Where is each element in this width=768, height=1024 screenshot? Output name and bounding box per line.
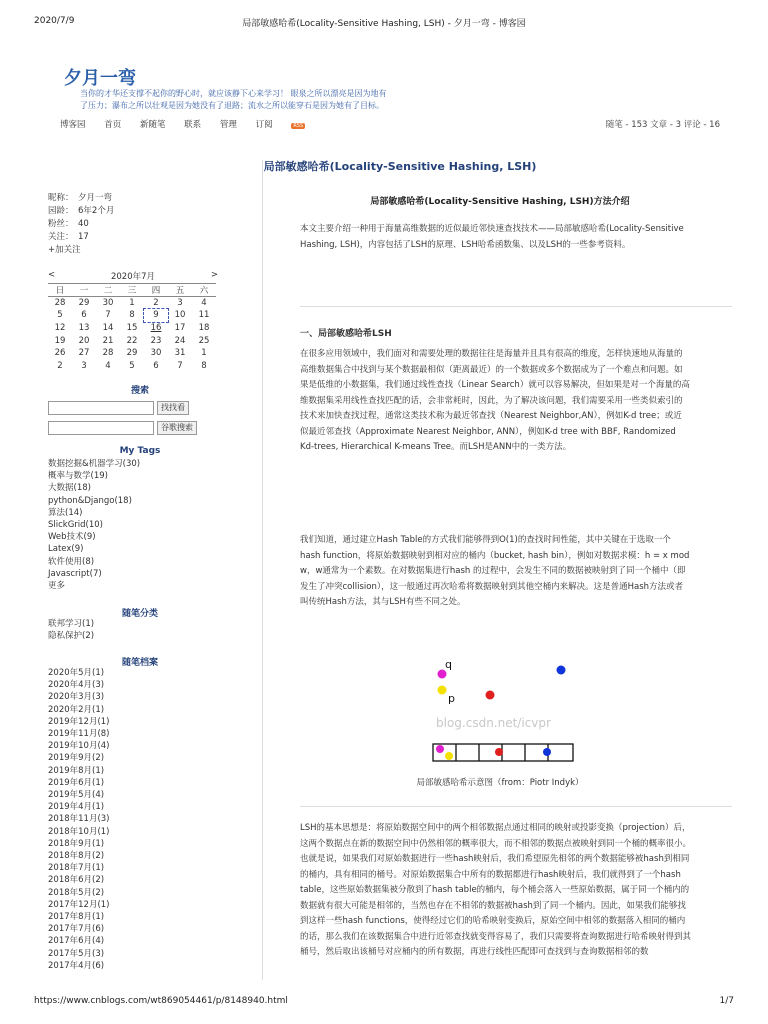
archive-link[interactable]: 2017年6月(4) [48, 936, 105, 947]
calendar-day[interactable]: 7 [105, 310, 111, 321]
tag-link[interactable]: 更多 [48, 581, 66, 592]
bucket-point-q [436, 745, 444, 753]
tag-link[interactable]: 概率与数学(19) [48, 471, 108, 482]
blog-title[interactable]: 夕月一弯 [64, 68, 136, 89]
calendar-day[interactable]: 30 [150, 348, 162, 359]
hash-table [433, 744, 573, 761]
profile-age-label: 园龄： [48, 206, 74, 216]
archive-link[interactable]: 2020年5月(1) [48, 668, 105, 678]
nav-item-home[interactable]: 首页 [104, 120, 122, 130]
calendar-day[interactable]: 5 [129, 360, 135, 371]
print-page-number: 1/7 [719, 996, 734, 1006]
calendar-day[interactable]: 20 [78, 335, 90, 346]
archive-link[interactable]: 2017年12月(1) [48, 899, 110, 910]
blog-description [80, 88, 420, 112]
label-q: q [445, 658, 452, 671]
calendar-day[interactable]: 13 [78, 322, 90, 333]
calendar-day[interactable]: 1 [129, 298, 135, 309]
calendar-day[interactable]: 31 [174, 348, 186, 359]
calendar-day[interactable]: 5 [57, 310, 63, 321]
article-paragraph-2: 我们知道，通过建立Hash Table的方式我们能够得到O(1)的查找时间性能，其中关键在于选取一个hash function，将原始数据映射到相对应的桶内（bucket, hash bin），例如对数据求模：h = x mod w，w通常为一个素数。在对数据集进行hash 的过程中，会发生不同的数据被映射到了同一个桶中（即发生了冲突collision），这一般通过再次哈希将数据映射到其他空桶内来解决。这是普通Hash方法或者叫传统Hash方法，其与LSH有些不同之处。 [300, 535, 690, 607]
tag-link[interactable]: Web技术(9) [48, 532, 96, 543]
archive-link[interactable]: 2018年6月(2) [48, 875, 105, 886]
google-search-row [48, 421, 197, 435]
top-nav [60, 118, 321, 130]
calendar-day[interactable]: 3 [177, 298, 183, 309]
calendar-day[interactable]: 15 [126, 322, 138, 333]
archive-link[interactable]: 2018年7月(1) [48, 863, 105, 874]
archive-link[interactable]: 2017年5月(3) [48, 948, 105, 959]
archive-link[interactable]: 2017年7月(6) [48, 924, 105, 935]
figure-caption: 局部敏感哈希示意图（from：Piotr Indyk） [416, 778, 584, 788]
calendar-day[interactable]: 25 [198, 335, 210, 346]
tag-link[interactable]: 数据挖掘&机器学习(30) [48, 459, 141, 469]
calendar-day[interactable]: 6 [81, 310, 87, 321]
print-page-title: 局部敏感哈希(Locality-Sensitive Hashing, LSH) - 夕月一弯 - 博客园 [242, 19, 526, 29]
calendar-weekday: 二 [96, 284, 120, 297]
calendar-next-button[interactable]: > [210, 270, 218, 280]
blog-stats: 随笔 - 153 文章 - 3 评论 - 16 [605, 120, 720, 130]
archive-link[interactable]: 2019年8月(1) [48, 765, 105, 776]
label-p: p [448, 692, 455, 705]
archive-link[interactable]: 2020年2月(1) [48, 704, 105, 715]
archive-link[interactable]: 2018年11月(3) [48, 814, 110, 825]
calendar-day[interactable]: 2 [153, 298, 159, 309]
lsh-figure [428, 655, 578, 767]
archive-link[interactable]: 2019年5月(4) [48, 790, 105, 801]
tag-link[interactable]: python&Django(18) [48, 495, 132, 506]
calendar-day[interactable]: 28 [102, 348, 114, 359]
profile-age[interactable]: 6年2个月 [78, 206, 115, 216]
calendar-day[interactable]: 17 [174, 322, 186, 333]
google-search-input[interactable] [48, 421, 154, 435]
article-subtitle: 局部敏感哈希(Locality-Sensitive Hashing, LSH)方法介绍 [370, 197, 630, 207]
archive-link[interactable]: 2020年3月(3) [48, 692, 105, 703]
search-heading: 搜索 [130, 386, 149, 396]
rss-icon[interactable]: RSS [293, 123, 304, 129]
archive-link[interactable]: 2017年4月(6) [48, 960, 105, 971]
archive-link[interactable]: 2018年9月(1) [48, 838, 105, 849]
calendar-day[interactable]: 3 [81, 360, 87, 371]
archive-link[interactable]: 2020年4月(3) [48, 680, 105, 691]
lsh-figure-svg [428, 655, 578, 767]
archive-link[interactable]: 2018年8月(2) [48, 851, 105, 862]
archive-link[interactable]: 2018年5月(2) [48, 887, 105, 898]
bucket-point-blue [543, 748, 551, 756]
category-link[interactable]: 隐私保护(2) [48, 631, 95, 642]
figure-watermark: blog.csdn.net/icvpr [436, 716, 551, 730]
calendar-month: 2020年7月 [110, 272, 156, 282]
calendar-day[interactable]: 19 [54, 335, 66, 346]
point-p [438, 686, 447, 695]
calendar-day[interactable]: 30 [102, 298, 114, 309]
calendar-day[interactable]: 1 [201, 348, 207, 359]
tags-heading: My Tags [119, 446, 161, 456]
calendar [48, 270, 218, 372]
profile-fans-label: 粉丝： [48, 219, 74, 229]
point-red [486, 691, 495, 700]
calendar-day[interactable]: 29 [78, 298, 90, 309]
calendar-day[interactable]: 8 [129, 310, 135, 321]
calendar-day[interactable]: 29 [126, 348, 138, 359]
calendar-day[interactable]: 12 [54, 322, 66, 333]
nav-item-admin[interactable]: 管理 [219, 120, 237, 130]
tags-list [48, 458, 140, 592]
tag-link[interactable]: Latex(9) [48, 544, 84, 555]
calendar-day[interactable]: 4 [105, 360, 111, 371]
archive-link[interactable]: 2019年4月(1) [48, 802, 105, 813]
calendar-day[interactable]: 7 [177, 360, 183, 371]
nav-item-cnblogs[interactable]: 博客园 [60, 120, 86, 130]
calendar-day[interactable]: 26 [54, 348, 66, 359]
calendar-day[interactable]: 22 [126, 335, 138, 346]
calendar-weekday: 四 [144, 284, 168, 297]
bucket-point-red [495, 748, 503, 756]
blog-desc-line-1: 当你的才华还支撑不起你的野心时，就应该静下心来学习！ 眼泉之所以漂亮是因为地有 [80, 89, 387, 98]
archive-link[interactable]: 2018年10月(1) [48, 826, 110, 837]
point-blue [557, 666, 566, 675]
profile-box [48, 192, 114, 257]
divider [300, 306, 732, 307]
archive-link[interactable]: 2017年8月(1) [48, 912, 105, 923]
calendar-day[interactable]: 6 [153, 360, 159, 371]
archive-link[interactable]: 2019年10月(4) [48, 741, 110, 752]
article-intro: 本文主要介绍一种用于海量高维数据的近似最近邻快速查找技术——局部敏感哈希(Locality-Sensitive Hashing, LSH)，内容包括了LSH的原理、LSH哈希函数集、以及LSH的一些参考资料。 [300, 224, 684, 250]
archive-list [48, 667, 110, 972]
calendar-day[interactable]: 16 [150, 322, 162, 333]
archive-link[interactable]: 2019年6月(1) [48, 777, 105, 788]
calendar-day[interactable]: 4 [201, 298, 207, 309]
archive-link[interactable]: 2019年11月(8) [48, 729, 110, 740]
profile-nick-label: 昵称： [48, 193, 74, 203]
calendar-grid [48, 283, 216, 372]
calendar-weekday: 五 [168, 284, 192, 297]
tag-link[interactable]: 软件使用(8) [48, 556, 95, 567]
article-paragraph-1: 在很多应用领域中，我们面对和需要处理的数据往往是海量并且具有很高的维度，怎样快速地从海量的高维数据集合中找到与某个数据最相似（距离最近）的一个数据或多个数据成为了一个难点和问题。如果是低维的小数据集，我们通过线性查找（Linear Search）就可以容易解决，但如果是对一个海量的高维数据集采用线性查找匹配的话，会非常耗时，因此，为了解决该问题，我们需要采用一些类似索引的技术来加快查找过程，通常这类技术称为最近邻查找（Nearest Neighbor,AN），例如K-d tree；或近似最近邻查找（Approximate Nearest Neighbor, ANN），例如K-d tree with BBF, Randomized Kd-trees, Hierarchical K-means Tree。而LSH是ANN中的一类方法。 [300, 349, 690, 452]
site-search-row [48, 401, 189, 415]
profile-fans[interactable]: 40 [78, 219, 89, 229]
calendar-weekday: 日 [48, 284, 72, 297]
calendar-day[interactable]: 23 [150, 335, 162, 346]
add-follow-link[interactable]: +加关注 [48, 245, 81, 255]
calendar-weekday: 三 [120, 284, 144, 297]
site-search-button[interactable]: 找找看 [157, 401, 189, 415]
calendar-day[interactable]: 2 [57, 360, 63, 371]
calendar-weekday: 六 [192, 284, 216, 297]
tag-link[interactable]: SlickGrid(10) [48, 520, 104, 531]
calendar-day[interactable]: 18 [198, 322, 210, 333]
nav-item-new-post[interactable]: 新随笔 [139, 120, 166, 130]
calendar-day[interactable]: 11 [198, 310, 210, 321]
profile-nick[interactable]: 夕月一弯 [78, 193, 113, 203]
archive-link[interactable]: 2019年9月(2) [48, 753, 105, 764]
calendar-day[interactable]: 9 [144, 309, 168, 322]
print-url: https://www.cnblogs.com/wt869054461/p/8148940.html [34, 996, 288, 1006]
tag-link[interactable]: 算法(14) [48, 507, 83, 518]
calendar-day[interactable]: 14 [102, 322, 114, 333]
tag-link[interactable]: Javascript(7) [48, 568, 102, 579]
section-heading: 一、局部敏感哈希LSH [300, 329, 392, 339]
calendar-day[interactable]: 28 [54, 298, 66, 309]
archive-heading: 随笔档案 [121, 658, 158, 668]
divider [300, 806, 732, 807]
calendar-day[interactable]: 27 [78, 348, 90, 359]
bucket-point-p [445, 752, 453, 760]
print-date: 2020/7/9 [34, 16, 75, 26]
calendar-day[interactable]: 10 [174, 310, 186, 321]
archive-link[interactable]: 2019年12月(1) [48, 716, 110, 727]
calendar-day[interactable]: 21 [102, 335, 114, 346]
print-header [34, 16, 734, 30]
categories-list [48, 618, 94, 642]
google-search-button[interactable]: 谷歌搜索 [157, 421, 197, 435]
print-footer [34, 996, 734, 1010]
nav-item-subscribe[interactable]: 订阅 [255, 120, 273, 130]
calendar-day[interactable]: 24 [174, 335, 186, 346]
calendar-day[interactable]: 8 [201, 360, 207, 371]
categories-heading: 随笔分类 [121, 609, 158, 619]
article-paragraph-3: LSH的基本思想是：将原始数据空间中的两个相邻数据点通过相同的映射或投影变换（projection）后，这两个数据点在新的数据空间中仍然相邻的概率很大，而不相邻的数据点被映射到同一个桶的概率很小。也就是说，如果我们对原始数据进行一些hash映射后，我们希望原先相邻的两个数据能够被hash到相同的桶内，具有相同的桶号。对原始数据集合中所有的数据都进行hash映射后，我们就得到了一个hash table，这些原始数据集被分散到了hash table的桶内，每个桶会落入一些原始数据，属于同一个桶内的数据就有很大可能是相邻的，当然也存在不相邻的数据被hash到了同一个桶内。因此，如果我们能够找到这样一些hash functions，使得经过它们的哈希映射变换后，原始空间中相邻的数据落入相同的桶内的话，那么我们在该数据集合中进行近邻查找就变得容易了，我们只需要将查询数据进行哈希映射得到其桶号，然后取出该桶号对应桶内的所有数据，再进行线性匹配即可查找到与查询数据相邻的数 [300, 823, 692, 957]
column-divider [262, 160, 263, 980]
nav-item-contact[interactable]: 联系 [184, 120, 202, 130]
site-search-input[interactable] [48, 401, 154, 415]
calendar-weekday: 一 [72, 284, 96, 297]
blog-desc-line-2: 了压力；瀑布之所以壮观是因为她没有了退路；流水之所以能穿石是因为她有了目标。 [80, 101, 384, 110]
profile-follow-label: 关注： [48, 232, 74, 242]
tag-link[interactable]: 大数据(18) [48, 483, 91, 494]
category-link[interactable]: 联邦学习(1) [48, 619, 95, 629]
profile-follow[interactable]: 17 [78, 232, 89, 242]
post-title[interactable]: 局部敏感哈希(Locality-Sensitive Hashing, LSH) [263, 160, 537, 173]
calendar-prev-button[interactable]: < [48, 270, 56, 280]
